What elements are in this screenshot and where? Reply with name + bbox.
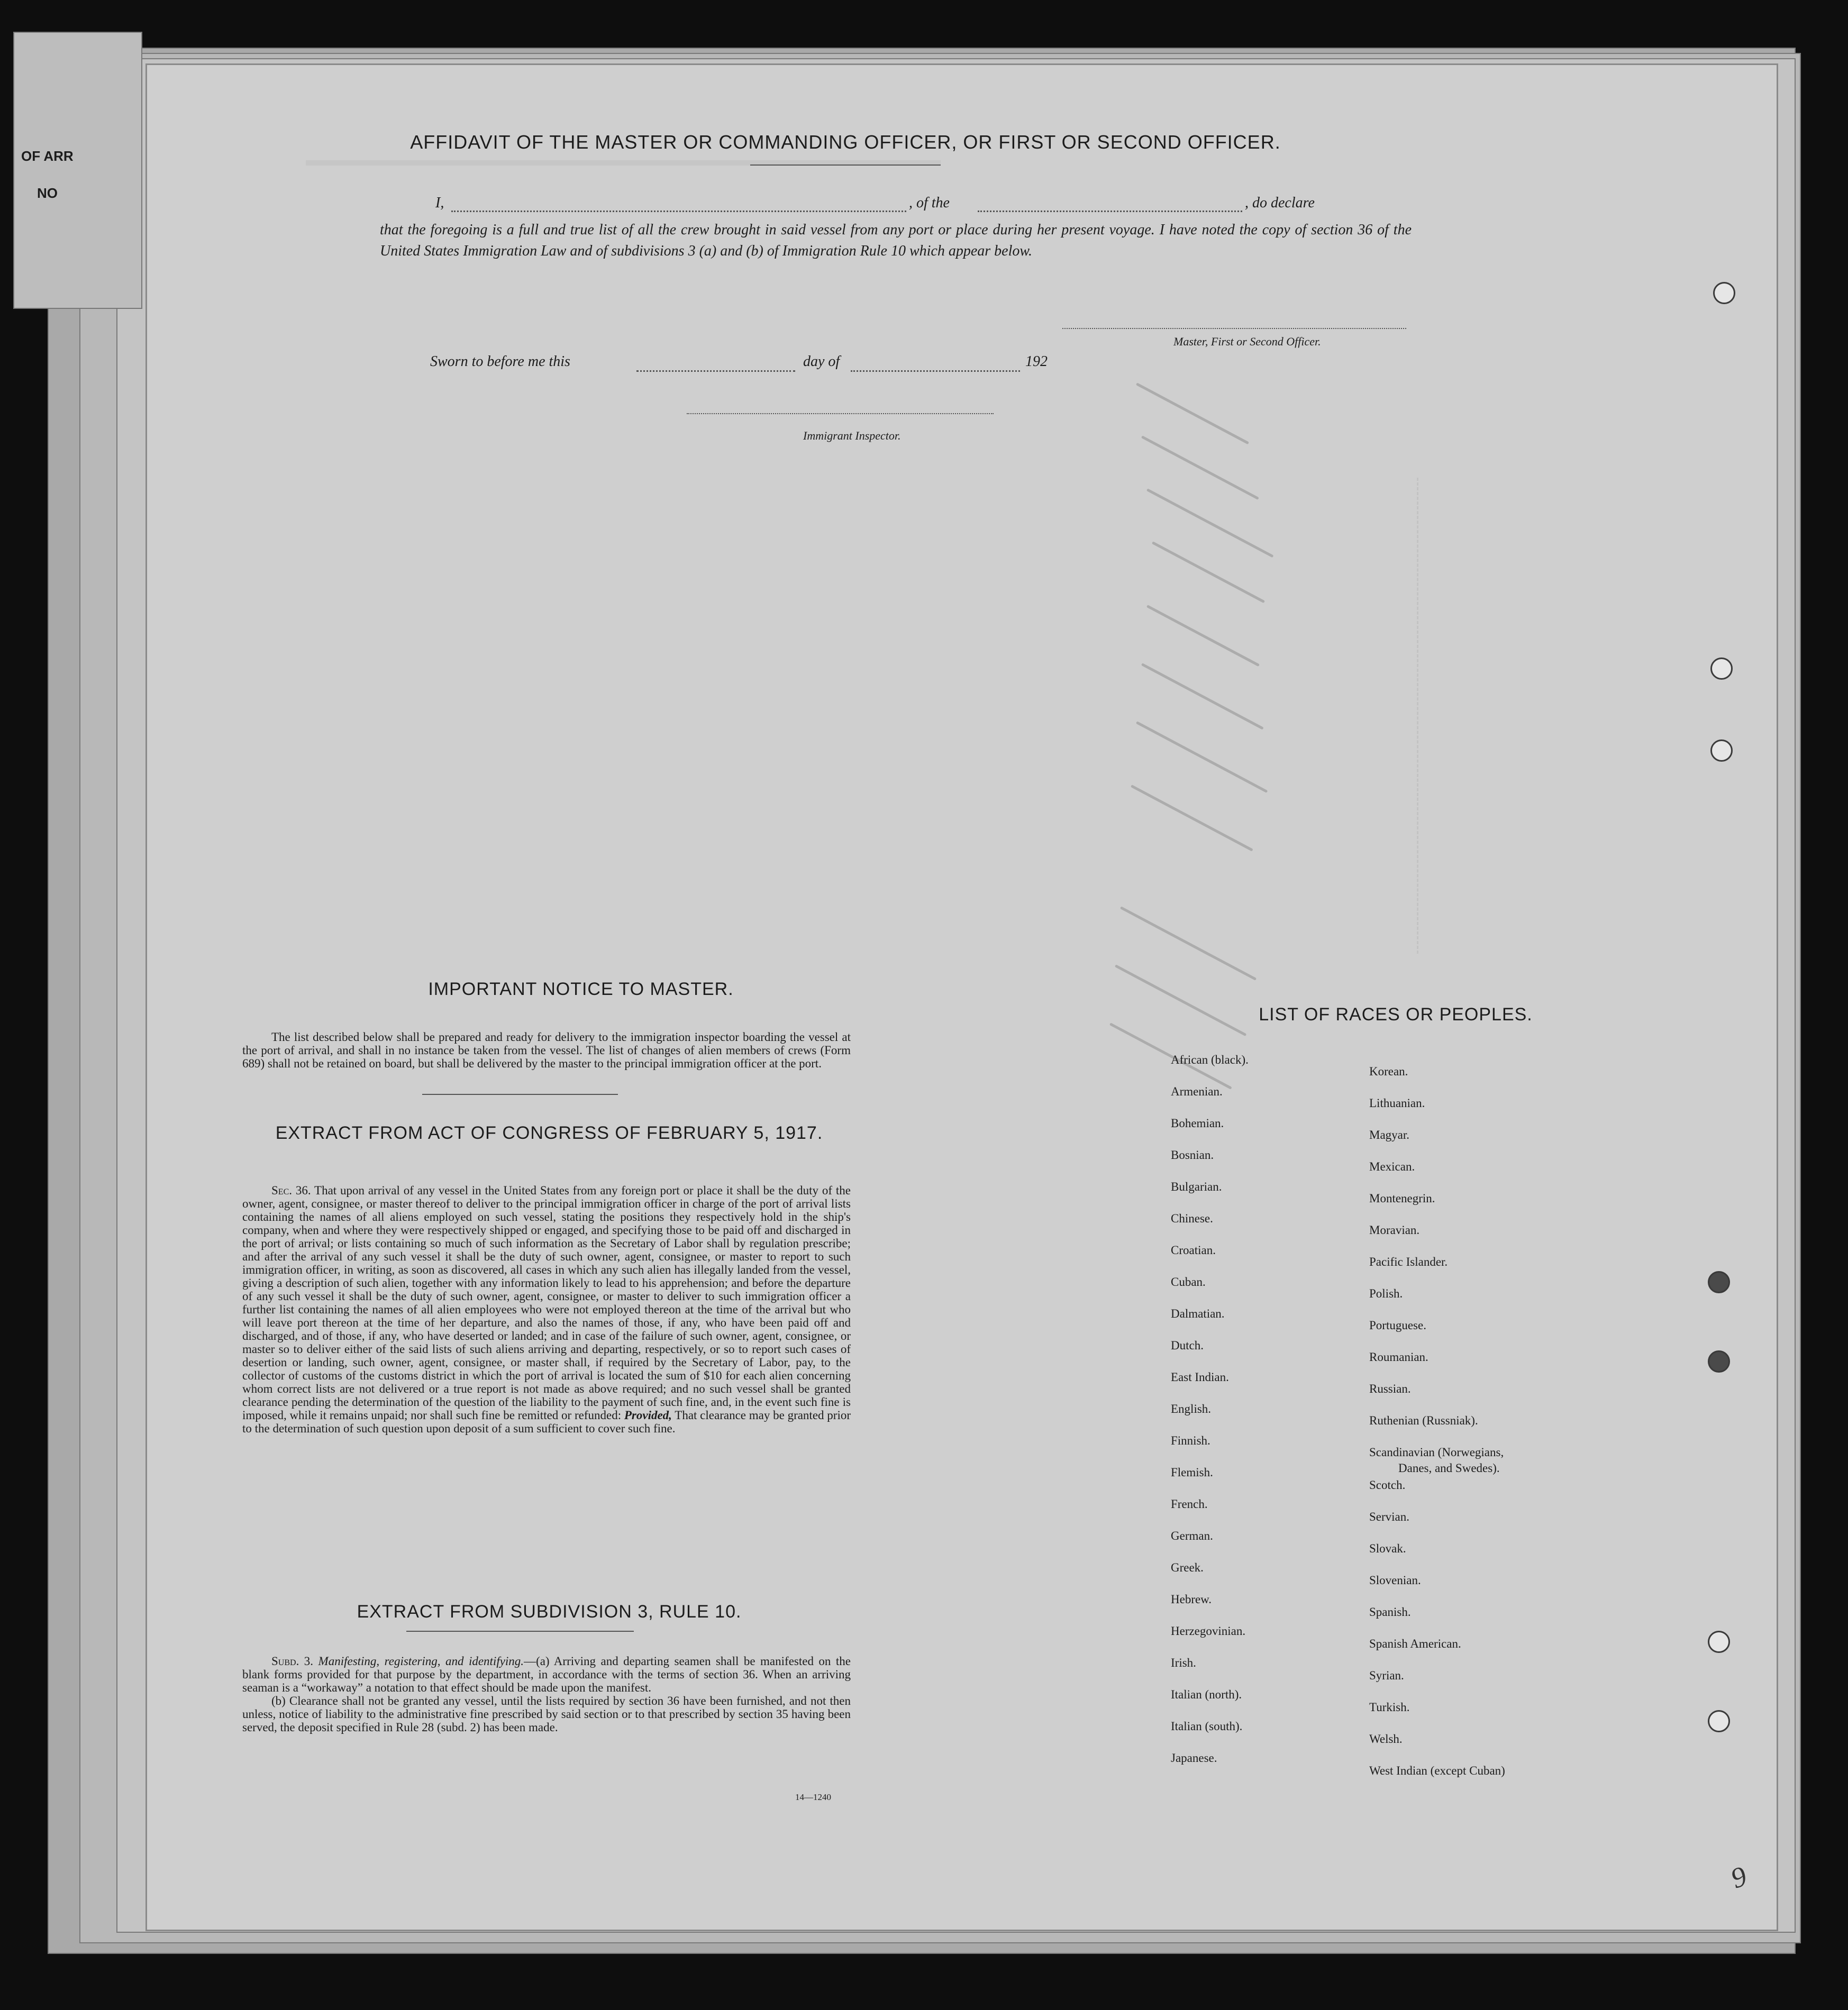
race-item: Herzegovinian.	[1171, 1624, 1246, 1638]
sworn-day-field[interactable]	[636, 370, 795, 372]
race-item: Syrian.	[1369, 1669, 1404, 1682]
binder-hole	[1708, 1710, 1730, 1732]
affidavit-title-rule	[750, 165, 941, 166]
race-item: Magyar.	[1369, 1128, 1410, 1141]
binder-hole	[1713, 282, 1735, 304]
race-item: Russian.	[1369, 1382, 1411, 1395]
race-item: Polish.	[1369, 1287, 1403, 1300]
binder-hole	[1708, 1631, 1730, 1653]
race-item: Japanese.	[1171, 1751, 1217, 1765]
race-item: Italian (north).	[1171, 1688, 1242, 1701]
subd-para-a: —(a) Arriving and departing seamen shall be manifested on the blank forms provided for that purpose by the department, in accordance with the terms of section 36. When an arriving seaman is a “workaway” a notation to that effect should be made upon the manifest.	[242, 1655, 851, 1694]
year-label: 192	[1025, 353, 1048, 370]
race-item: Spanish American.	[1369, 1637, 1461, 1650]
inspector-caption: Immigrant Inspector.	[803, 429, 901, 442]
race-item: Roumanian.	[1369, 1350, 1428, 1364]
race-item: Moravian.	[1369, 1223, 1420, 1237]
race-item: Greek.	[1171, 1561, 1204, 1574]
subd-heading: Manifesting, registering, and identifying.	[318, 1655, 524, 1668]
rule-extract-title: EXTRACT FROM SUBDIVISION 3, RULE 10.	[357, 1602, 742, 1622]
act-extract-text	[242, 1184, 851, 1435]
inspector-signature-line[interactable]	[687, 413, 994, 414]
sec-36-label: Sec. 36.	[271, 1184, 311, 1197]
subd-para-b: (b) Clearance shall not be granted any vessel, until the lists required by section 36 have been furnished, and not then unless, notice of liability to the administrative fine prescribed by said section or to that prescribed by section 35 having been served, the deposit specified in Rule 28 (subd. 2) has been made.	[242, 1694, 851, 1734]
manifest-page	[145, 63, 1778, 1931]
race-item: Spanish.	[1369, 1605, 1411, 1619]
binder-hole	[1710, 657, 1733, 680]
race-item: Montenegrin.	[1369, 1192, 1435, 1205]
race-item: Slovak.	[1369, 1542, 1406, 1555]
race-item: Scotch.	[1369, 1478, 1406, 1492]
race-item: Flemish.	[1171, 1466, 1213, 1479]
race-item: Servian.	[1369, 1510, 1410, 1523]
provided-label: Provided,	[624, 1409, 672, 1422]
vessel-of-label: , of the	[909, 195, 950, 211]
binder-hole	[1710, 739, 1733, 762]
races-title: LIST OF RACES OR PEOPLES.	[1259, 1004, 1533, 1025]
race-item: East Indian.	[1171, 1371, 1229, 1384]
binder-hole	[1708, 1350, 1730, 1373]
race-item: Ruthenian (Russniak).	[1369, 1414, 1478, 1427]
affidavit-statement: that the foregoing is a full and true list of all the crew brought in said vessel from any port or place during her present voyage. I have noted the copy of section 36 of the United States Immigration Law and of subdivisions 3 (a) and (b) of Immigration Rule 10 which appear below.	[380, 222, 1412, 259]
race-item: Lithuanian.	[1369, 1097, 1425, 1110]
race-item: Hebrew.	[1171, 1593, 1212, 1606]
race-item: Italian (south).	[1171, 1720, 1243, 1733]
master-signature-line[interactable]	[1062, 328, 1406, 329]
edge-fragment-text-1: OF ARR	[21, 148, 74, 164]
race-item: French.	[1171, 1497, 1208, 1511]
race-item: Chinese.	[1171, 1212, 1213, 1225]
day-of-label: day of	[803, 353, 840, 370]
notice-rule	[422, 1094, 618, 1095]
corner-handwritten-mark: 9	[1726, 1860, 1751, 1895]
do-declare-label: , do declare	[1245, 195, 1315, 211]
declarant-label: I,	[435, 195, 444, 211]
rule-extract-text	[242, 1655, 851, 1734]
race-item: Scandinavian (Norwegians,	[1369, 1446, 1504, 1459]
master-signature-caption: Master, First or Second Officer.	[1173, 335, 1321, 348]
rule-extract-rule	[406, 1631, 634, 1632]
race-item: Finnish.	[1171, 1434, 1210, 1447]
provided-body: That clearance may be granted prior to the determination of such question upon deposit of a sum sufficient to cover such fine.	[242, 1409, 851, 1435]
race-item: English.	[1171, 1402, 1212, 1415]
race-item: African (black).	[1171, 1053, 1249, 1066]
race-item: Welsh.	[1369, 1732, 1403, 1746]
race-item: German.	[1171, 1529, 1213, 1542]
sec-36-body: That upon arrival of any vessel in the United States from any foreign port or place it shall be the duty of the owner, agent, consignee, or master thereof to deliver to the principal immigration officer in charge of the port of arrival lists containing the names of all aliens employed on such vessel, stating the positions they respectively hold in the ship's company, when and where they were respectively shipped or engaged, and specifying those to be paid off and discharged in the port of arrival; or lists containing so much of such information as the Secretary of Labor shall by regulation prescribe; and after the arrival of any such vessel it shall be the duty of such owner, agent, consignee, or master to report to such immigration officer, in writing, as soon as discovered, all cases in which any such alien has illegally landed from the vessel, giving a description of such alien, together with any information likely to lead to his apprehension; and before the departure of any such vessel it shall be the duty of such owner, agent, consignee, or master to deliver to such immigration officer a further list containing the names of all alien employees who were not employed thereon at the time of the arrival but who will leave port thereon at the time of her departure, and also the names of those, if any, who have been paid off and discharged, and of those, if any, who have deserted or landed; and in case of the failure of such owner, agent, consignee, or master so to deliver either of the said lists of such aliens arriving and departing, respectively, or so to report such cases of desertion or landing, such owner, agent, consignee, or master shall, if required by the Secretary of Labor, pay, to the collector of customs of the customs district in which the port of arrival is located the sum of $10 for each alien concerning whom correct lists are not delivered or a true report is not made as above required; and no such vessel shall be granted clearance pending the determination of the question of the liability to the payment of such fine, and, in the event such fine is imposed, while it remains unpaid; nor shall such fine be remitted or refunded:	[242, 1184, 851, 1422]
race-item: Korean.	[1369, 1065, 1408, 1078]
left-sheet-fragment	[13, 32, 142, 309]
declarant-name-field[interactable]	[451, 211, 906, 212]
race-item: Dalmatian.	[1171, 1307, 1225, 1320]
race-item: Cuban.	[1171, 1275, 1206, 1289]
notice-title: IMPORTANT NOTICE TO MASTER.	[428, 979, 734, 999]
race-item: Mexican.	[1369, 1160, 1415, 1173]
race-item: Bulgarian.	[1171, 1180, 1222, 1193]
race-item: Bohemian.	[1171, 1117, 1224, 1130]
race-item: Pacific Islander.	[1369, 1255, 1448, 1268]
race-item: Slovenian.	[1369, 1574, 1421, 1587]
vessel-name-field[interactable]	[978, 211, 1242, 212]
race-item: Turkish.	[1369, 1701, 1410, 1714]
race-item: Croatian.	[1171, 1244, 1216, 1257]
edge-fragment-text-2: NO	[37, 185, 58, 201]
race-item: Portuguese.	[1369, 1319, 1426, 1332]
sworn-label: Sworn to before me this	[430, 353, 570, 370]
subd-label: Subd. 3.	[271, 1655, 314, 1668]
race-item: Dutch.	[1171, 1339, 1204, 1352]
race-item: Armenian.	[1171, 1085, 1223, 1098]
sworn-month-field[interactable]	[851, 370, 1020, 372]
affidavit-title: AFFIDAVIT OF THE MASTER OR COMMANDING OFFICER, OR FIRST OR SECOND OFFICER.	[410, 131, 1281, 153]
act-extract-title: EXTRACT FROM ACT OF CONGRESS OF FEBRUARY 5, 1917.	[275, 1123, 823, 1143]
race-item: Irish.	[1171, 1656, 1196, 1669]
race-item: West Indian (except Cuban)	[1369, 1764, 1505, 1777]
form-number: 14—1240	[795, 1792, 831, 1802]
race-item: Bosnian.	[1171, 1148, 1214, 1162]
race-item: Danes, and Swedes).	[1398, 1461, 1500, 1475]
notice-text: The list described below shall be prepared and ready for delivery to the immigration inspector boarding the vessel at the port of arrival, and shall in no instance be taken from the vessel. The list of changes of alien members of crews (Form 689) shall not be retained on board, but shall be delivered by the master to the principal immigration officer at the port.	[242, 1030, 851, 1070]
binder-hole	[1708, 1271, 1730, 1293]
